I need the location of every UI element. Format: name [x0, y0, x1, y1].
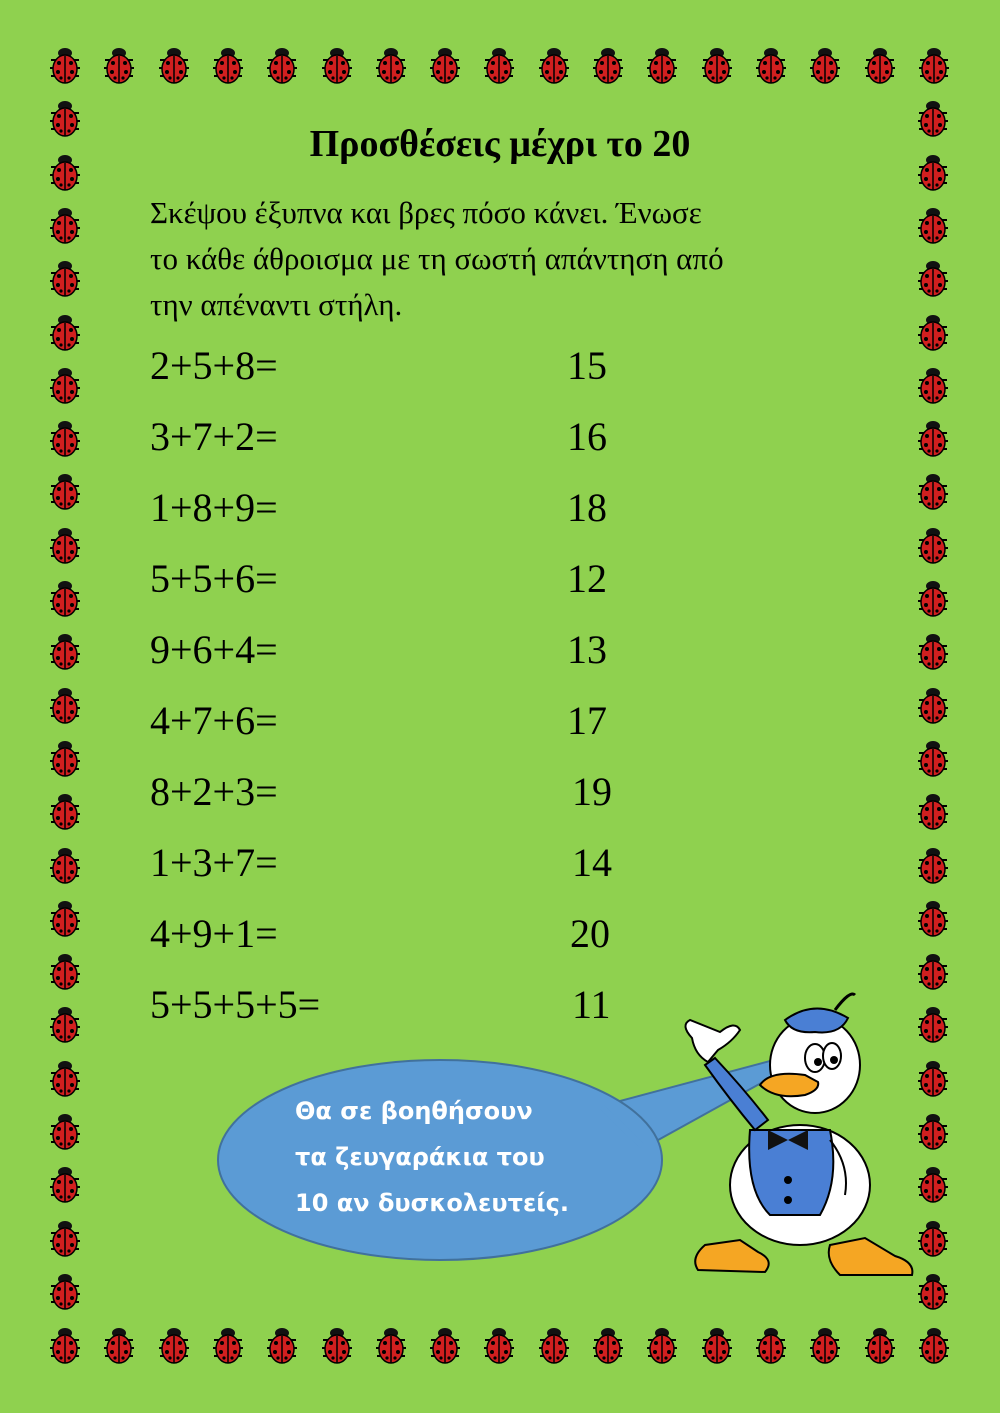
answer-option[interactable]: 20	[570, 911, 610, 956]
ladybug-icon	[916, 1326, 952, 1366]
ladybug-icon	[319, 46, 355, 86]
ladybug-icon	[47, 472, 83, 512]
ladybug-icon	[47, 526, 83, 566]
ladybug-icon	[915, 366, 951, 406]
problem-expression: 8+2+3=	[150, 769, 278, 814]
ladybug-icon	[47, 1219, 83, 1259]
ladybug-icon	[481, 46, 517, 86]
problem-expression: 9+6+4=	[150, 627, 278, 672]
instructions	[150, 190, 870, 328]
ladybug-icon	[699, 46, 735, 86]
bubble-line: 10 αν δυσκολευτείς.	[295, 1189, 569, 1217]
ladybug-icon	[101, 1326, 137, 1366]
ladybug-icon	[156, 1326, 192, 1366]
ladybug-icon	[753, 46, 789, 86]
ladybug-icon	[47, 419, 83, 459]
ladybug-icon	[47, 366, 83, 406]
ladybug-icon	[427, 46, 463, 86]
ladybug-icon	[536, 46, 572, 86]
ladybug-icon	[915, 1219, 951, 1259]
ladybug-icon	[915, 1112, 951, 1152]
answer-option[interactable]: 19	[572, 769, 612, 814]
ladybug-icon	[47, 46, 83, 86]
answer-option[interactable]: 16	[567, 414, 607, 459]
ladybug-icon	[915, 206, 951, 246]
ladybug-icon	[915, 899, 951, 939]
bubble-line: Θα σε βοηθήσουν	[295, 1097, 533, 1125]
problem-expression: 1+3+7=	[150, 840, 278, 885]
ladybug-icon	[47, 739, 83, 779]
cartoon-duck-icon	[650, 990, 920, 1290]
problem-expression: 2+5+8=	[150, 343, 278, 388]
ladybug-icon	[47, 579, 83, 619]
ladybug-icon	[47, 899, 83, 939]
answer-option[interactable]: 11	[572, 982, 611, 1027]
ladybug-icon	[915, 792, 951, 832]
answer-option[interactable]: 12	[567, 556, 607, 601]
ladybug-icon	[536, 1326, 572, 1366]
ladybug-icon	[807, 46, 843, 86]
ladybug-icon	[915, 419, 951, 459]
answer-option[interactable]: 14	[572, 840, 612, 885]
ladybug-icon	[807, 1326, 843, 1366]
ladybug-icon	[264, 46, 300, 86]
problem-expression: 1+8+9=	[150, 485, 278, 530]
ladybug-icon	[915, 579, 951, 619]
ladybug-icon	[210, 1326, 246, 1366]
ladybug-icon	[915, 846, 951, 886]
problem-expression: 5+5+6=	[150, 556, 278, 601]
answer-option[interactable]: 13	[567, 627, 607, 672]
ladybug-icon	[915, 739, 951, 779]
ladybug-icon	[481, 1326, 517, 1366]
ladybug-icon	[47, 792, 83, 832]
ladybug-icon	[101, 46, 137, 86]
bubble-line: τα ζευγαράκια του	[295, 1143, 545, 1171]
ladybug-icon	[210, 46, 246, 86]
ladybug-icon	[699, 1326, 735, 1366]
ladybug-icon	[644, 46, 680, 86]
ladybug-icon	[47, 259, 83, 299]
ladybug-icon	[264, 1326, 300, 1366]
ladybug-icon	[590, 1326, 626, 1366]
ladybug-icon	[590, 46, 626, 86]
problem-expression: 3+7+2=	[150, 414, 278, 459]
ladybug-icon	[862, 1326, 898, 1366]
ladybug-icon	[915, 472, 951, 512]
ladybug-icon	[47, 1326, 83, 1366]
ladybug-icon	[644, 1326, 680, 1366]
ladybug-icon	[915, 1165, 951, 1205]
ladybug-icon	[373, 46, 409, 86]
ladybug-icon	[47, 686, 83, 726]
instruction-line: την απέναντι στήλη.	[150, 287, 403, 322]
ladybug-icon	[47, 1005, 83, 1045]
ladybug-icon	[47, 313, 83, 353]
ladybug-icon	[319, 1326, 355, 1366]
ladybug-icon	[915, 259, 951, 299]
answer-option[interactable]: 18	[567, 485, 607, 530]
ladybug-icon	[915, 526, 951, 566]
ladybug-icon	[915, 313, 951, 353]
ladybug-icon	[373, 1326, 409, 1366]
ladybug-icon	[47, 952, 83, 992]
ladybug-icon	[915, 1059, 951, 1099]
page-title: Προσθέσεις μέχρι το 20	[309, 123, 691, 165]
ladybug-icon	[862, 46, 898, 86]
instruction-line: Σκέψου έξυπνα και βρες πόσο κάνει. Ένωσε	[150, 195, 702, 230]
ladybug-icon	[47, 1165, 83, 1205]
ladybug-icon	[915, 632, 951, 672]
ladybug-icon	[47, 1059, 83, 1099]
ladybug-icon	[753, 1326, 789, 1366]
bubble-text	[295, 1088, 625, 1226]
ladybug-icon	[915, 686, 951, 726]
ladybug-icon	[916, 46, 952, 86]
problem-expression: 5+5+5+5=	[150, 982, 321, 1027]
ladybug-icon	[915, 1005, 951, 1045]
ladybug-icon	[47, 206, 83, 246]
instruction-line: το κάθε άθροισμα με τη σωστή απάντηση από	[150, 241, 724, 276]
answer-option[interactable]: 17	[567, 698, 607, 743]
ladybug-icon	[47, 632, 83, 672]
answer-option[interactable]: 15	[567, 343, 607, 388]
ladybug-icon	[47, 846, 83, 886]
ladybug-icon	[915, 952, 951, 992]
problem-expression: 4+7+6=	[150, 698, 278, 743]
ladybug-icon	[156, 46, 192, 86]
ladybug-icon	[47, 1272, 83, 1312]
ladybug-icon	[47, 1112, 83, 1152]
ladybug-icon	[427, 1326, 463, 1366]
ladybug-icon	[915, 1272, 951, 1312]
problem-expression: 4+9+1=	[150, 911, 278, 956]
